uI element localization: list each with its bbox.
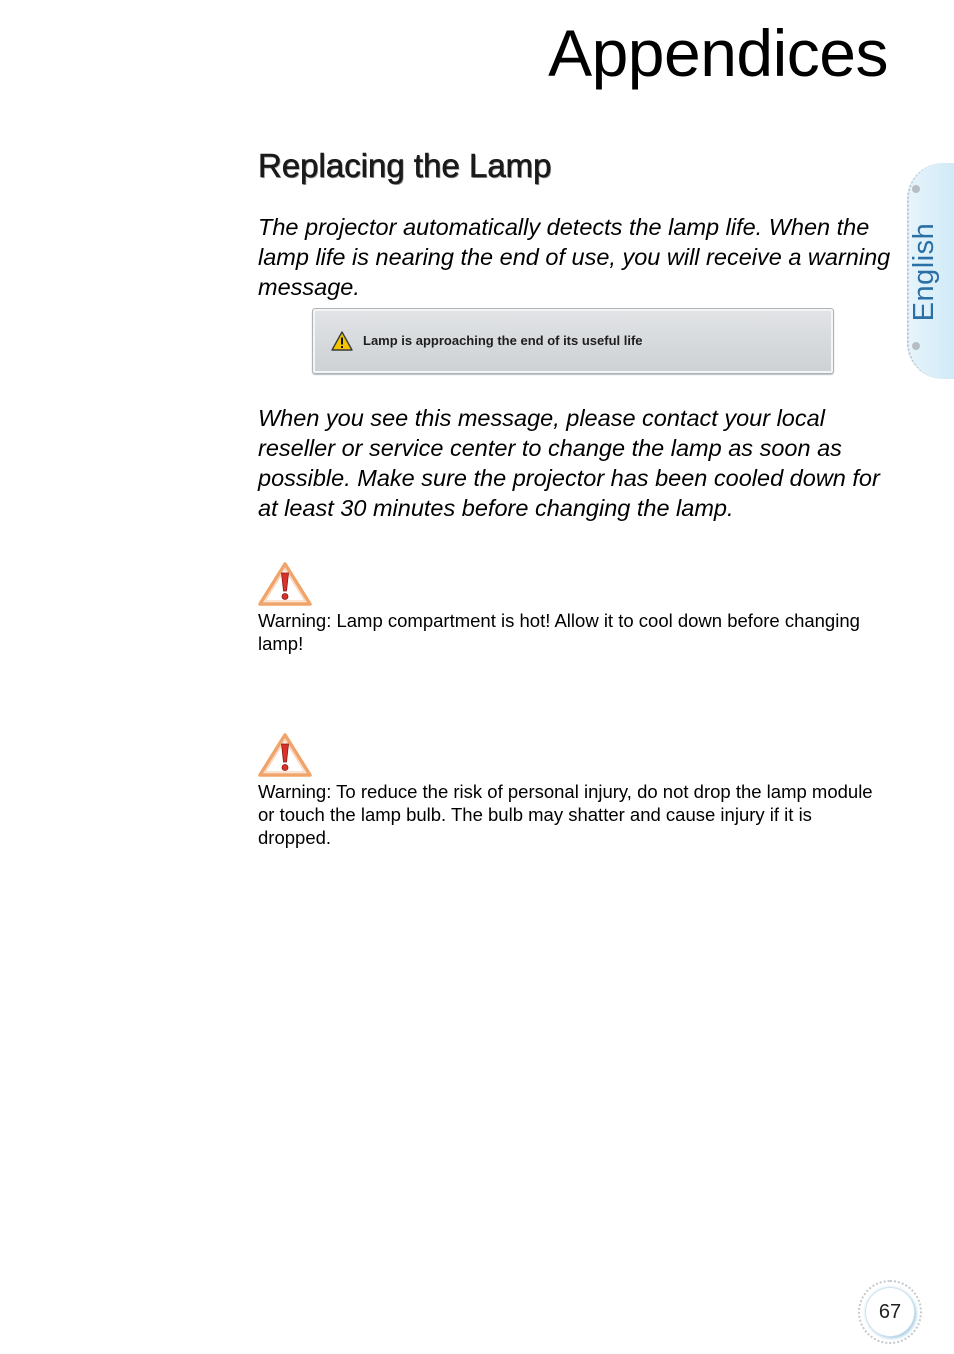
tab-dot-bottom [912,342,920,350]
language-tab-label: English [908,222,940,322]
warning-text-hot-lamp: Warning: Lamp compartment is hot! Allow it to cool down before changing lamp! [258,610,860,654]
section-heading: Replacing the Lamp [258,147,552,184]
lamp-warning-osd-message [312,308,834,374]
tab-dot-top [912,185,920,193]
osd-message-text: Lamp is approaching the end of its useful life [363,333,643,348]
intro-paragraph: The projector automatically detects the lamp life. When the lamp life is nearing the end of use, you will receive a warning message. [258,214,891,300]
chapter-title: Appendices [548,16,888,90]
warning-exclamation-icon [257,732,313,778]
instruction-paragraph: When you see this message, please contact your local reseller or service center to change the lamp as soon as possible. Make sure the projector has been cooled down for at least 30 minutes before changing the lamp. [258,405,880,521]
warning-exclamation-icon [257,561,313,607]
page-number: 67 [878,1301,902,1323]
warning-text-personal-injury: Warning: To reduce the risk of personal injury, do not drop the lamp module or touch the lamp bulb. The bulb may shatter and cause injury if it is dropped. [258,781,873,848]
warning-triangle-icon [331,331,353,351]
